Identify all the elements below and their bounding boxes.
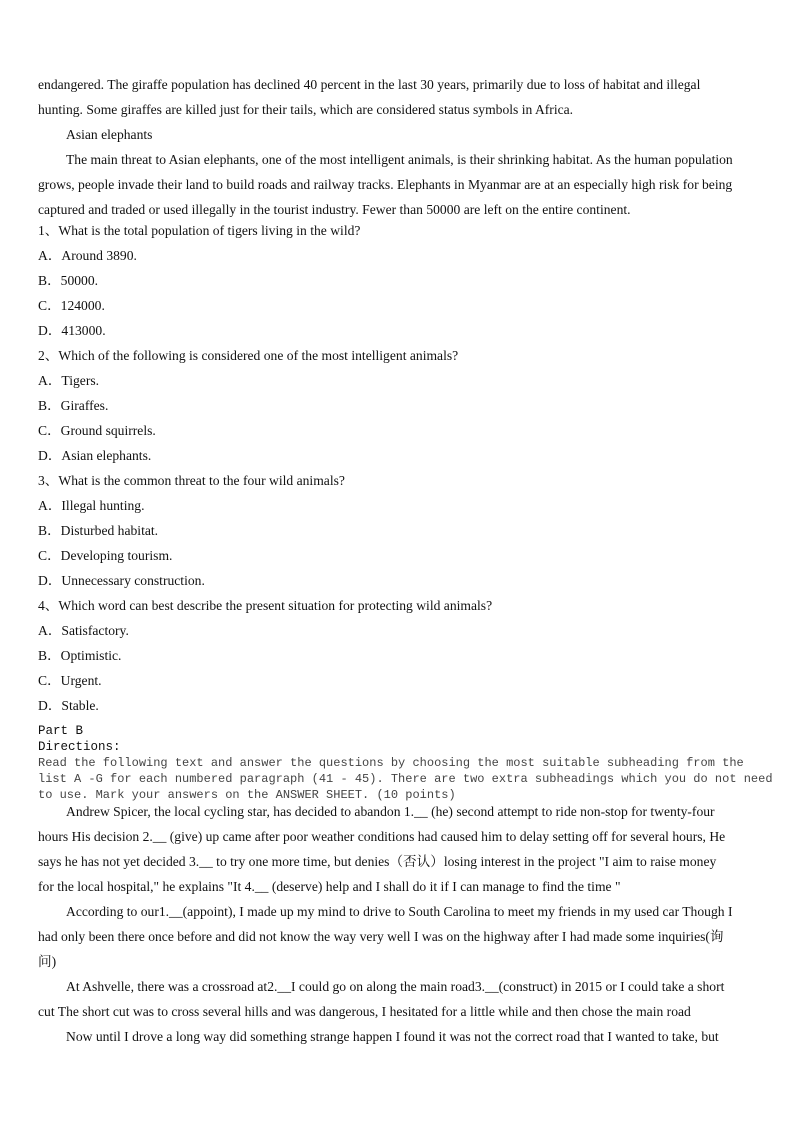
paragraph-line: Andrew Spicer, the local cycling star, has decided to abandon 1.__ (he) second attempt to ride non-stop for twenty-four [66,804,715,819]
questions [38,218,764,718]
passage-line: The main threat to Asian elephants, one of the most intelligent animals, is their shrinking habitat. As the human population [66,152,733,167]
passage-line: captured and traded or used illegally in the tourist industry. Fewer than 50000 are left on the entire continent. [38,202,631,217]
paragraph-line: says he has not yet decided 3.__ to try one more time, but denies（否认）losing interest in the project "I aim to raise money [38,854,717,869]
answer-option: D．Asian elephants. [38,448,152,463]
answer-option: A．Illegal hunting. [38,498,145,513]
subheading: Asian elephants [66,127,153,142]
paragraph-line: 问) [38,954,57,969]
answer-option: B．Giraffes. [38,398,109,413]
question-stem: 3、What is the common threat to the four wild animals? [38,473,345,488]
directions-line: list A -G for each numbered paragraph (41 - 45). There are two extra subheadings which you do not need [38,772,773,786]
answer-option: B．Optimistic. [38,648,122,663]
passage-line: endangered. The giraffe population has declined 40 percent in the last 30 years, primarily due to loss of habitat and illegal [38,77,701,92]
answer-option: B．50000. [38,273,99,288]
directions-line: Read the following text and answer the questions by choosing the most suitable subheading from the [38,756,744,770]
answer-option: C．Urgent. [38,673,102,688]
paragraph-line: hours His decision 2.__ (give) up came after poor weather conditions had caused him to delay setting off for several hours, He [38,829,726,844]
directions-label: Directions: [38,740,121,754]
paragraph-line: According to our1.__(appoint), I made up my mind to drive to South Carolina to meet my friends in my used car Though I [66,904,733,919]
passage-line: grows, people invade their land to build roads and railway tracks. Elephants in Myanmar are at an especially high risk for being [38,177,733,192]
answer-option: A．Around 3890. [38,248,137,263]
answer-option: C．Developing tourism. [38,548,173,563]
answer-option: D．Unnecessary construction. [38,573,205,588]
reading-passage [38,72,764,222]
question-stem: 1、What is the total population of tigers living in the wild? [38,223,361,238]
answer-option: B．Disturbed habitat. [38,523,159,538]
answer-option: C．124000. [38,298,105,313]
directions-line: to use. Mark your answers on the ANSWER SHEET. (10 points) [38,788,456,802]
paragraph-line: At Ashvelle, there was a crossroad at2.__I could go on along the main road3.__(construct) in 2015 or I could take a short [66,979,725,994]
paragraph-line: for the local hospital," he explains "It 4.__ (deserve) help and I shall do it if I can manage to find the time " [38,879,621,894]
question-stem: 2、Which of the following is considered one of the most intelligent animals? [38,348,459,363]
passage-line: hunting. Some giraffes are killed just for their tails, which are considered status symbols in Africa. [38,102,574,117]
cloze-passages [38,799,764,1049]
part-title: Part B [38,724,84,738]
part-b [38,723,773,803]
paragraph-line: cut The short cut was to cross several hills and was dangerous, I hesitated for a little while and then chose the main road [38,1004,691,1019]
answer-option: A．Tigers. [38,373,100,388]
paragraph-line: Now until I drove a long way did something strange happen I found it was not the correct road that I wanted to take, but [66,1029,719,1044]
answer-option: D．413000. [38,323,106,338]
question-stem: 4、Which word can best describe the present situation for protecting wild animals? [38,598,493,613]
answer-option: A．Satisfactory. [38,623,129,638]
paragraph-line: had only been there once before and did not know the way very well I was on the highway after I had made some inquiries(询 [38,929,724,944]
answer-option: C．Ground squirrels. [38,423,156,438]
answer-option: D．Stable. [38,698,99,713]
